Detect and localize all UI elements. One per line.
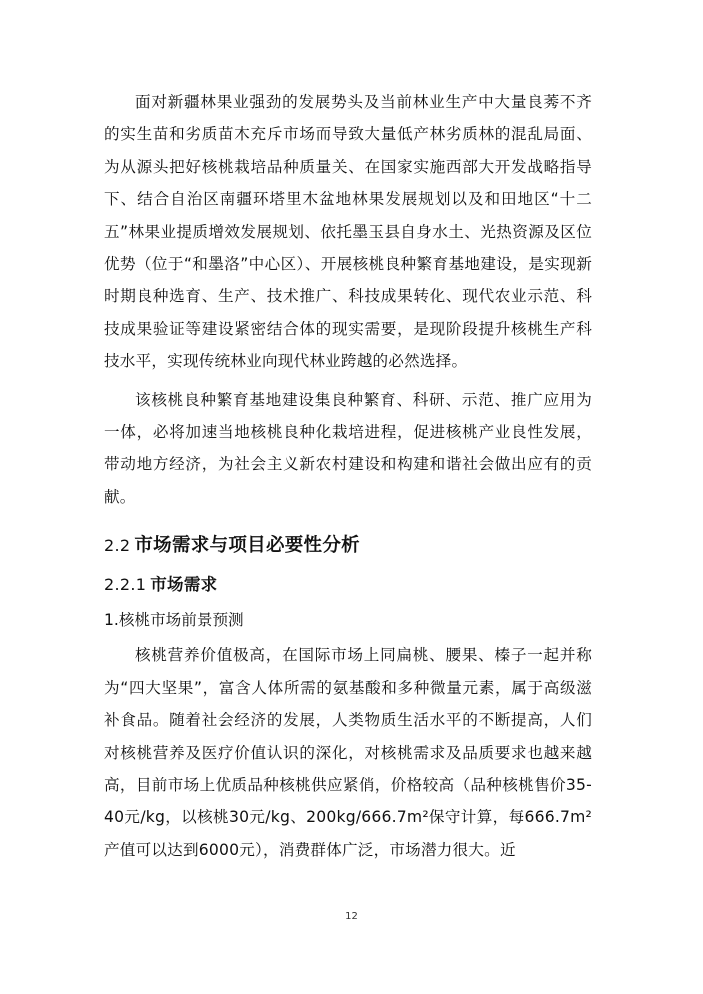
paragraph-development-background: 面对新疆林果业强劲的发展势头及当前林业生产中大量良莠不齐的实生苗和劣质苗木充斥市场而导致大量低产林劣质林的混乱局面、为从源头把好核桃栽培品种质量关、在国家实施西部大开发战略指导下、结合自治区南疆环塔里木盆地林果发展规划以及和田地区“十二五”林果业提质增效发展规划、依托墨玉县自身水土、光热资源及区位优势（位于“和墨洛”中心区）、开展核桃良种繁育基地建设，是实现新时期良种选育、生产、技术推广、科技成果转化、现代农业示范、科技成果验证等建设紧密结合体的现实需要，是现阶段提升核桃生产科技水平，实现传统林业向现代林业跨越的必然选择。: [104, 93, 592, 371]
section-title: 市场需求与项目必要性分析: [134, 535, 360, 557]
paragraph-base-significance: 该核桃良种繁育基地建设集良种繁育、科研、示范、推广应用为一体，必将加速当地核桃良种化栽培进程，促进核桃产业良性发展，带动地方经济，为社会主义新农村建设和构建和谐社会做出应有的贡献。: [104, 390, 592, 506]
section-heading-2-2-1: [104, 571, 592, 599]
subsection-title: 市场需求: [150, 575, 218, 595]
subsection-number: 2.2.1: [104, 575, 147, 595]
section-number: 2.2: [104, 536, 131, 556]
subheading-walnut-market-outlook: 1.核桃市场前景预测: [104, 611, 244, 630]
section-heading-2-2: [104, 531, 592, 561]
page-number: 12: [345, 911, 358, 922]
paragraph-walnut-nutrition-market: 核桃营养价值极高，在国际市场上同扁桃、腰果、榛子一起并称为“四大坚果”，富含人体所需的氨基酸和多种微量元素，属于高级滋补食品。随着社会经济的发展，人类物质生活水平的不断提高，人们对核桃营养及医疗价值认识的深化，对核桃需求及品质要求也越来越高，目前市场上优质品种核桃供应紧俏，价格较高（品种核桃售价35-40元/kg，以核桃30元/kg、200kg/666.7m²保守计算，每666.7m²产值可以达到6000元），消费群体广泛，市场潜力很大。近: [104, 646, 592, 859]
page-content: [104, 86, 592, 866]
